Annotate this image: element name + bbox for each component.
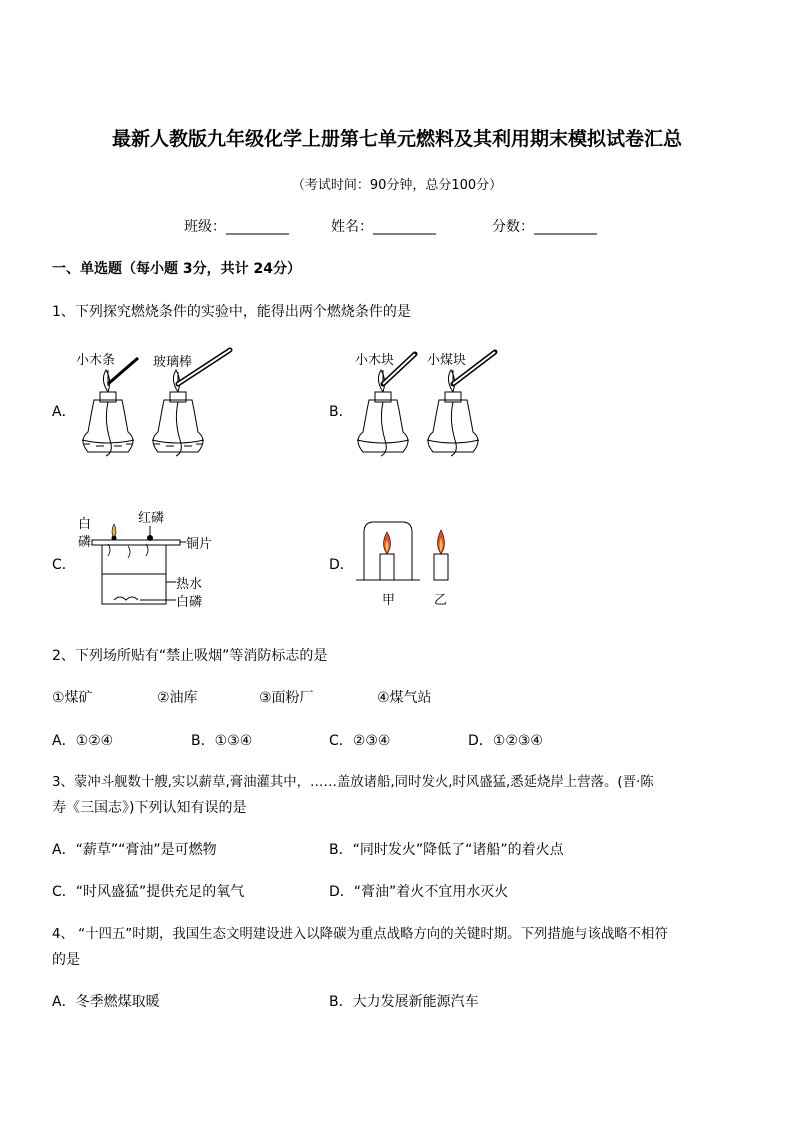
q3-option-c[interactable]: C．“时风盛猛”提供充足的氧气 (52, 884, 245, 900)
q1-figure-a (70, 340, 250, 480)
question-4-stem-line1: 4、 “十四五”时期，我国生态文明建设进入以降碳为重点战略方向的关键时期。下列措施与该战略不相符 (52, 927, 668, 942)
q1-d-yi: 乙 (434, 593, 448, 608)
q1-option-b-letter[interactable]: B． (329, 404, 353, 420)
q4-option-b[interactable]: B．大力发展新能源汽车 (329, 994, 479, 1010)
q2-item-2: ②油库 (157, 690, 198, 706)
q1-option-c-letter[interactable]: C． (52, 557, 76, 573)
q2-item-3: ③面粉厂 (259, 690, 314, 706)
q3-option-a[interactable]: A．“薪草”“膏油”是可燃物 (52, 842, 217, 858)
q1-option-d-letter[interactable]: D． (329, 557, 354, 573)
q1-b-label-coal: 小煤块 (427, 353, 467, 368)
q1-a-label-rod: 玻璃棒 (153, 355, 193, 370)
q1-figure-d (352, 518, 472, 613)
q1-option-a-letter[interactable]: A． (52, 404, 76, 420)
q1-d-jia: 甲 (382, 593, 396, 608)
q1-b-label-wood: 小木块 (355, 353, 395, 368)
name-field[interactable]: 姓名：_________ (331, 219, 436, 235)
q1-c-white-p-1: 白 (78, 517, 92, 532)
q1-c-white-p-bottom: 白磷 (176, 595, 203, 610)
q2-option-a[interactable]: A．①②④ (52, 733, 114, 749)
q2-item-1: ①煤矿 (52, 690, 93, 706)
q2-item-4: ④煤气站 (377, 690, 432, 706)
question-4-stem-line2: 的是 (52, 952, 80, 968)
q3-option-d[interactable]: D．“膏油”着火不宜用水灭火 (329, 884, 509, 900)
question-1-stem: 1、下列探究燃烧条件的实验中，能得出两个燃烧条件的是 (52, 304, 411, 320)
q1-c-white-p-2: 磷 (78, 535, 92, 550)
section-heading: 一、单选题（每小题 3分，共计 24分） (52, 261, 301, 277)
q1-c-copper: 铜片 (186, 537, 213, 552)
question-3-stem-line2: 寿《三国志》)下列认知有误的是 (52, 800, 247, 816)
class-field[interactable]: 班级：_________ (184, 219, 289, 235)
q1-figure-b (345, 340, 525, 480)
q3-option-b[interactable]: B．“同时发火”降低了“诸船”的着火点 (329, 842, 564, 858)
question-2-stem: 2、下列场所贴有“禁止吸烟”等消防标志的是 (52, 648, 328, 664)
q1-figure-c (76, 508, 246, 618)
score-field[interactable]: 分数：_________ (492, 219, 597, 235)
q2-option-c[interactable]: C．②③④ (329, 733, 391, 749)
page-title: 最新人教版九年级化学上册第七单元燃料及其利用期末模拟试卷汇总 (111, 128, 682, 150)
q2-option-b[interactable]: B．①③④ (191, 733, 253, 749)
q2-option-d[interactable]: D．①②③④ (468, 733, 543, 749)
q1-c-hot-water: 热水 (176, 577, 203, 592)
exam-subtitle: （考试时间：90分钟，总分100分） (291, 178, 503, 193)
question-3-stem-line1: 3、蒙冲斗舰数十艘,实以薪草,膏油灌其中，……盖放诸船,同时发火,时风盛猛,悉延烧岸上营落。(晋·陈 (52, 775, 654, 790)
q4-option-a[interactable]: A．冬季燃煤取暖 (52, 994, 160, 1010)
q1-a-label-stick: 小木条 (76, 353, 116, 368)
q1-c-red-p: 红磷 (138, 511, 165, 526)
